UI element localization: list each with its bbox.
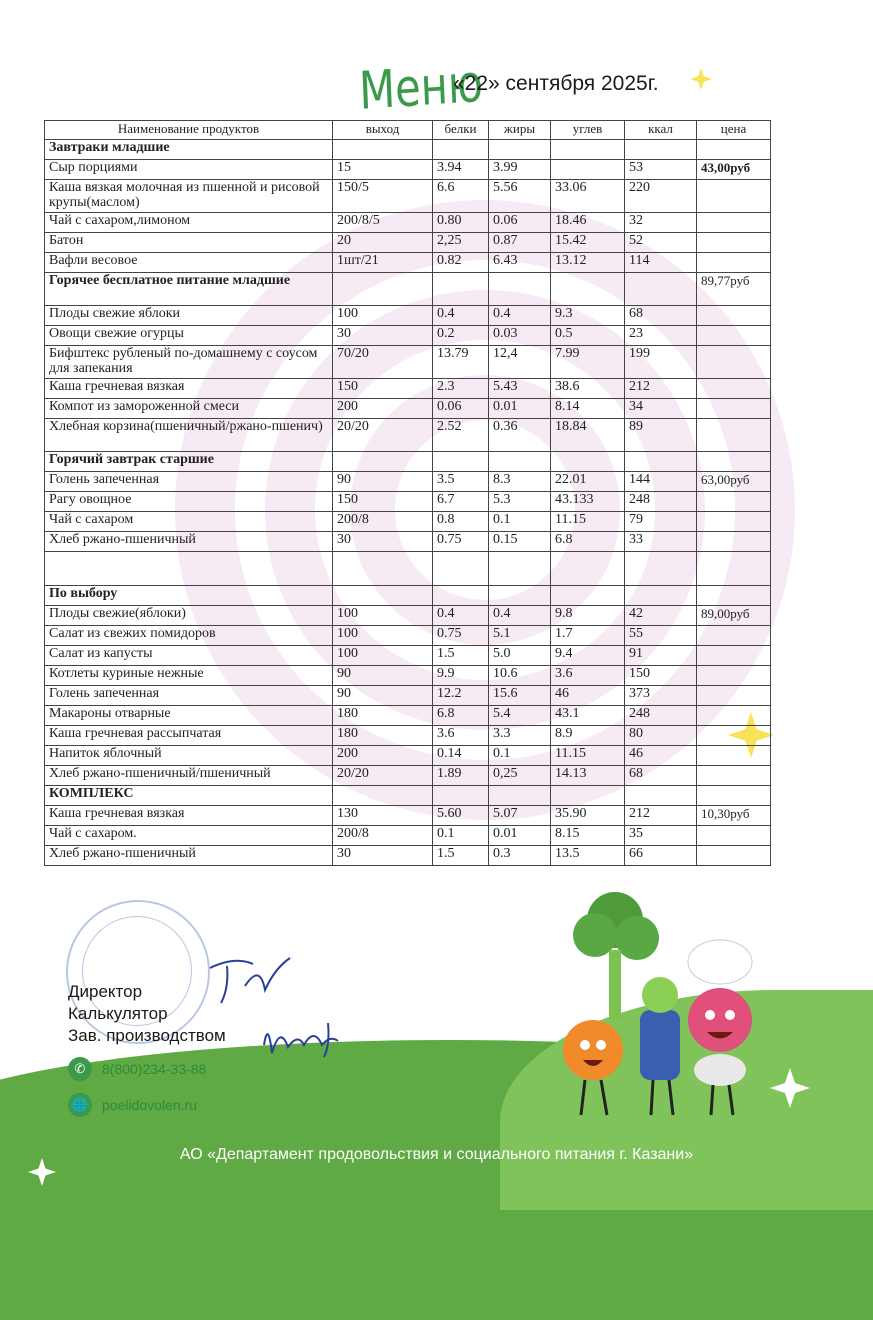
- table-section-row: [45, 786, 771, 806]
- item-kcal: 33: [625, 532, 697, 552]
- item-kcal: 53: [625, 160, 697, 180]
- table-row: [45, 160, 771, 180]
- item-protein: 0.80: [433, 213, 489, 233]
- item-carbs: 9.4: [551, 646, 625, 666]
- item-carbs: 18.46: [551, 213, 625, 233]
- item-output: 90: [333, 472, 433, 492]
- item-fat: 0.4: [489, 306, 551, 326]
- item-price: [697, 326, 771, 346]
- table-cell: [489, 586, 551, 606]
- item-price: [697, 512, 771, 532]
- item-carbs: 46: [551, 686, 625, 706]
- item-protein: 0.4: [433, 606, 489, 626]
- globe-icon: 🌐: [68, 1093, 92, 1117]
- director-label: Директор: [68, 982, 143, 1001]
- table-cell: [551, 586, 625, 606]
- production-label: Зав. производством: [68, 1026, 226, 1045]
- item-carbs: 6.8: [551, 532, 625, 552]
- item-fat: 5.4: [489, 706, 551, 726]
- item-protein: 0.82: [433, 253, 489, 273]
- item-output: 150: [333, 379, 433, 399]
- item-kcal: 144: [625, 472, 697, 492]
- item-price: [697, 846, 771, 866]
- item-output: 100: [333, 606, 433, 626]
- item-name: Батон: [45, 233, 333, 253]
- item-price: [697, 233, 771, 253]
- table-section-row: [45, 140, 771, 160]
- item-carbs: 1.7: [551, 626, 625, 646]
- item-price: [697, 213, 771, 233]
- header-price: цена: [697, 121, 771, 140]
- item-name: Сыр порциями: [45, 160, 333, 180]
- item-price: [697, 140, 771, 160]
- table-cell: [333, 140, 433, 160]
- item-kcal: 79: [625, 512, 697, 532]
- table-row: [45, 253, 771, 273]
- item-output: 30: [333, 532, 433, 552]
- item-fat: 0.4: [489, 606, 551, 626]
- table-cell: [433, 552, 489, 586]
- item-price: [697, 586, 771, 606]
- item-price: [697, 666, 771, 686]
- table-cell: [333, 786, 433, 806]
- table-cell: [697, 552, 771, 586]
- table-row: [45, 419, 771, 452]
- item-output: 200/8: [333, 826, 433, 846]
- item-price: 10,30руб: [697, 806, 771, 826]
- phone-icon: ✆: [68, 1057, 92, 1081]
- site-contact[interactable]: [68, 1093, 197, 1117]
- item-output: 130: [333, 806, 433, 826]
- sparkle-icon: [690, 68, 712, 90]
- table-cell: [489, 786, 551, 806]
- item-carbs: 13.5: [551, 846, 625, 866]
- item-carbs: 9.8: [551, 606, 625, 626]
- item-carbs: 22.01: [551, 472, 625, 492]
- item-kcal: 42: [625, 606, 697, 626]
- item-protein: 13.79: [433, 346, 489, 379]
- item-fat: 0.01: [489, 826, 551, 846]
- item-fat: 15.6: [489, 686, 551, 706]
- item-kcal: 248: [625, 706, 697, 726]
- table-cell: [551, 786, 625, 806]
- item-protein: 3.94: [433, 160, 489, 180]
- item-kcal: 373: [625, 686, 697, 706]
- item-output: 30: [333, 846, 433, 866]
- item-price: [697, 766, 771, 786]
- item-kcal: 52: [625, 233, 697, 253]
- table-header-row: [45, 121, 771, 140]
- signature-block: [68, 981, 226, 1047]
- menu-date: «22» сентября 2025г.: [453, 72, 659, 95]
- table-row: [45, 746, 771, 766]
- item-carbs: 18.84: [551, 419, 625, 452]
- header-kcal: ккал: [625, 121, 697, 140]
- table-row: [45, 626, 771, 646]
- item-fat: 0.1: [489, 746, 551, 766]
- item-fat: 0.1: [489, 512, 551, 532]
- item-name: Салат из капусты: [45, 646, 333, 666]
- item-fat: 10.6: [489, 666, 551, 686]
- item-fat: 6.43: [489, 253, 551, 273]
- item-price: [697, 532, 771, 552]
- item-output: 90: [333, 666, 433, 686]
- item-protein: 0.4: [433, 306, 489, 326]
- calculator-label: Калькулятор: [68, 1004, 168, 1023]
- table-cell: [333, 586, 433, 606]
- item-name: Каша гречневая вязкая: [45, 379, 333, 399]
- item-name: Каша вязкая молочная из пшенной и рисовой крупы(маслом): [45, 180, 333, 213]
- item-carbs: 3.6: [551, 666, 625, 686]
- item-fat: 0,25: [489, 766, 551, 786]
- item-fat: 0.03: [489, 326, 551, 346]
- item-name: Хлеб ржано-пшеничный: [45, 846, 333, 866]
- item-kcal: 212: [625, 806, 697, 826]
- table-cell: [433, 452, 489, 472]
- table-row: [45, 346, 771, 379]
- table-cell: [625, 452, 697, 472]
- item-price: 63,00руб: [697, 472, 771, 492]
- item-fat: 0.3: [489, 846, 551, 866]
- item-fat: 0.06: [489, 213, 551, 233]
- item-output: 200: [333, 399, 433, 419]
- item-protein: 0.75: [433, 626, 489, 646]
- item-output: 100: [333, 646, 433, 666]
- item-price: [697, 706, 771, 726]
- site-link: poelidovolen.ru: [102, 1097, 197, 1113]
- table-cell: [489, 273, 551, 306]
- item-price: [697, 346, 771, 379]
- item-name: Голень запеченная: [45, 686, 333, 706]
- item-name: Хлеб ржано-пшеничный: [45, 532, 333, 552]
- table-cell: [625, 273, 697, 306]
- table-cell: [433, 273, 489, 306]
- item-carbs: [551, 160, 625, 180]
- production-signature: [258, 1015, 348, 1060]
- item-price: [697, 686, 771, 706]
- item-kcal: 55: [625, 626, 697, 646]
- item-carbs: 43.133: [551, 492, 625, 512]
- item-kcal: 66: [625, 846, 697, 866]
- table-cell: [625, 786, 697, 806]
- section-title: Горячее бесплатное питание младшие: [45, 273, 333, 306]
- table-row: [45, 826, 771, 846]
- item-kcal: 212: [625, 379, 697, 399]
- item-protein: 3.6: [433, 726, 489, 746]
- item-protein: 5.60: [433, 806, 489, 826]
- item-name: Овощи свежие огурцы: [45, 326, 333, 346]
- table-row: [45, 532, 771, 552]
- table-row: [45, 213, 771, 233]
- item-output: 180: [333, 726, 433, 746]
- item-kcal: 68: [625, 306, 697, 326]
- item-kcal: 68: [625, 766, 697, 786]
- item-protein: 1.89: [433, 766, 489, 786]
- item-fat: 5.43: [489, 379, 551, 399]
- table-row: [45, 846, 771, 866]
- item-name: Напиток яблочный: [45, 746, 333, 766]
- item-protein: 1.5: [433, 646, 489, 666]
- table-row: [45, 606, 771, 626]
- item-carbs: 8.14: [551, 399, 625, 419]
- table-row: [45, 806, 771, 826]
- vegetable-mascots-illustration: [545, 880, 785, 1120]
- item-kcal: 46: [625, 746, 697, 766]
- table-cell: [551, 452, 625, 472]
- table-cell: [551, 552, 625, 586]
- item-kcal: 150: [625, 666, 697, 686]
- item-output: 150: [333, 492, 433, 512]
- item-kcal: 91: [625, 646, 697, 666]
- item-fat: 0.87: [489, 233, 551, 253]
- table-row: [45, 326, 771, 346]
- phone-number: 8(800)234-33-88: [102, 1061, 207, 1077]
- item-protein: 0.75: [433, 532, 489, 552]
- item-kcal: 32: [625, 213, 697, 233]
- table-cell: [625, 552, 697, 586]
- menu-title: Меню: [358, 53, 485, 122]
- item-output: 1шт/21: [333, 253, 433, 273]
- table-cell: [333, 452, 433, 472]
- table-cell: [625, 140, 697, 160]
- item-output: 180: [333, 706, 433, 726]
- item-price: [697, 492, 771, 512]
- table-row: [45, 399, 771, 419]
- item-name: Плоды свежие яблоки: [45, 306, 333, 326]
- item-kcal: 89: [625, 419, 697, 452]
- table-cell: [433, 586, 489, 606]
- item-price: [697, 786, 771, 806]
- table-cell: [551, 273, 625, 306]
- item-carbs: 33.06: [551, 180, 625, 213]
- item-fat: 5.56: [489, 180, 551, 213]
- header-fat: жиры: [489, 121, 551, 140]
- item-protein: 1.5: [433, 846, 489, 866]
- table-cell: [333, 552, 433, 586]
- item-protein: 2.52: [433, 419, 489, 452]
- table-section-row: [45, 452, 771, 472]
- item-output: 70/20: [333, 346, 433, 379]
- item-protein: 6.7: [433, 492, 489, 512]
- item-protein: 12.2: [433, 686, 489, 706]
- item-fat: 3.3: [489, 726, 551, 746]
- item-fat: 5.07: [489, 806, 551, 826]
- item-output: 100: [333, 626, 433, 646]
- section-title: По выбору: [45, 586, 333, 606]
- item-price: 89,77руб: [697, 273, 771, 306]
- item-output: 90: [333, 686, 433, 706]
- item-name: Компот из замороженной смеси: [45, 399, 333, 419]
- table-row: [45, 706, 771, 726]
- table-row: [45, 233, 771, 253]
- item-carbs: 11.15: [551, 512, 625, 532]
- table-row: [45, 666, 771, 686]
- item-kcal: 34: [625, 399, 697, 419]
- phone-contact[interactable]: [68, 1057, 206, 1081]
- item-protein: 6.8: [433, 706, 489, 726]
- item-fat: 8.3: [489, 472, 551, 492]
- item-price: [697, 306, 771, 326]
- table-spacer-row: [45, 552, 771, 586]
- item-kcal: 80: [625, 726, 697, 746]
- item-fat: 5.3: [489, 492, 551, 512]
- table-row: [45, 726, 771, 746]
- table-cell: [625, 586, 697, 606]
- item-price: [697, 452, 771, 472]
- header-output: выход: [333, 121, 433, 140]
- item-carbs: 14.13: [551, 766, 625, 786]
- item-protein: 0.8: [433, 512, 489, 532]
- item-price: [697, 746, 771, 766]
- item-price: [697, 826, 771, 846]
- item-name: Рагу овощное: [45, 492, 333, 512]
- item-carbs: 7.99: [551, 346, 625, 379]
- item-name: Котлеты куриные нежные: [45, 666, 333, 686]
- item-name: Чай с сахаром,лимоном: [45, 213, 333, 233]
- section-title: КОМПЛЕКС: [45, 786, 333, 806]
- item-output: 15: [333, 160, 433, 180]
- item-name: Чай с сахаром.: [45, 826, 333, 846]
- item-carbs: 9.3: [551, 306, 625, 326]
- item-fat: 5.0: [489, 646, 551, 666]
- item-fat: 0.15: [489, 532, 551, 552]
- item-price: [697, 180, 771, 213]
- table-row: [45, 512, 771, 532]
- item-carbs: 13.12: [551, 253, 625, 273]
- item-protein: 2,25: [433, 233, 489, 253]
- table-cell: [489, 452, 551, 472]
- item-output: 20/20: [333, 419, 433, 452]
- item-name: Каша гречневая вязкая: [45, 806, 333, 826]
- item-fat: 12,4: [489, 346, 551, 379]
- table-row: [45, 180, 771, 213]
- item-fat: 0.36: [489, 419, 551, 452]
- item-protein: 0.14: [433, 746, 489, 766]
- item-protein: 0.2: [433, 326, 489, 346]
- item-carbs: 11.15: [551, 746, 625, 766]
- item-price: [697, 419, 771, 452]
- item-output: 100: [333, 306, 433, 326]
- item-name: Бифштекс рубленый по-домашнему с соусом для запекания: [45, 346, 333, 379]
- table-row: [45, 306, 771, 326]
- item-price: [697, 726, 771, 746]
- item-name: Голень запеченная: [45, 472, 333, 492]
- item-price: [697, 646, 771, 666]
- item-output: 150/5: [333, 180, 433, 213]
- header-carbs: углев: [551, 121, 625, 140]
- item-kcal: 199: [625, 346, 697, 379]
- table-row: [45, 766, 771, 786]
- item-carbs: 35.90: [551, 806, 625, 826]
- item-name: Плоды свежие(яблоки): [45, 606, 333, 626]
- item-output: 200/8/5: [333, 213, 433, 233]
- item-name: Вафли весовое: [45, 253, 333, 273]
- item-fat: 3.99: [489, 160, 551, 180]
- item-protein: 3.5: [433, 472, 489, 492]
- item-name: Салат из свежих помидоров: [45, 626, 333, 646]
- item-carbs: 8.15: [551, 826, 625, 846]
- item-kcal: 23: [625, 326, 697, 346]
- table-row: [45, 379, 771, 399]
- table-row: [45, 646, 771, 666]
- item-output: 200: [333, 746, 433, 766]
- item-output: 20: [333, 233, 433, 253]
- item-carbs: 38.6: [551, 379, 625, 399]
- item-protein: 0.06: [433, 399, 489, 419]
- table-cell: [433, 786, 489, 806]
- table-section-row: [45, 586, 771, 606]
- section-title: Горячий завтрак старшие: [45, 452, 333, 472]
- item-price: [697, 379, 771, 399]
- item-name: Каша гречневая рассыпчатая: [45, 726, 333, 746]
- item-fat: 0.01: [489, 399, 551, 419]
- item-name: Макароны отварные: [45, 706, 333, 726]
- organization-footer: АО «Департамент продовольствия и социального питания г. Казани»: [179, 1146, 694, 1163]
- item-price: [697, 626, 771, 646]
- item-carbs: 0.5: [551, 326, 625, 346]
- item-carbs: 43.1: [551, 706, 625, 726]
- table-cell: [489, 552, 551, 586]
- item-protein: 0.1: [433, 826, 489, 846]
- item-kcal: 114: [625, 253, 697, 273]
- item-protein: 2.3: [433, 379, 489, 399]
- item-carbs: 8.9: [551, 726, 625, 746]
- item-price: [697, 399, 771, 419]
- section-title: Завтраки младшие: [45, 140, 333, 160]
- table-cell: [45, 552, 333, 586]
- table-row: [45, 686, 771, 706]
- header-name: Наименование продуктов: [45, 121, 333, 140]
- table-cell: [489, 140, 551, 160]
- item-kcal: 35: [625, 826, 697, 846]
- item-output: 20/20: [333, 766, 433, 786]
- header-protein: белки: [433, 121, 489, 140]
- item-output: 200/8: [333, 512, 433, 532]
- table-row: [45, 472, 771, 492]
- table-row: [45, 492, 771, 512]
- item-protein: 6.6: [433, 180, 489, 213]
- item-name: Хлеб ржано-пшеничный/пшеничный: [45, 766, 333, 786]
- item-price: 43,00руб: [697, 160, 771, 180]
- menu-table: [44, 120, 771, 866]
- item-price: 89,00руб: [697, 606, 771, 626]
- item-fat: 5.1: [489, 626, 551, 646]
- item-name: Чай с сахаром: [45, 512, 333, 532]
- table-cell: [551, 140, 625, 160]
- item-kcal: 220: [625, 180, 697, 213]
- item-carbs: 15.42: [551, 233, 625, 253]
- item-kcal: 248: [625, 492, 697, 512]
- item-output: 30: [333, 326, 433, 346]
- item-price: [697, 253, 771, 273]
- table-section-row: [45, 273, 771, 306]
- table-cell: [333, 273, 433, 306]
- item-name: Хлебная корзина(пшеничный/ржано-пшенич): [45, 419, 333, 452]
- table-cell: [433, 140, 489, 160]
- item-protein: 9.9: [433, 666, 489, 686]
